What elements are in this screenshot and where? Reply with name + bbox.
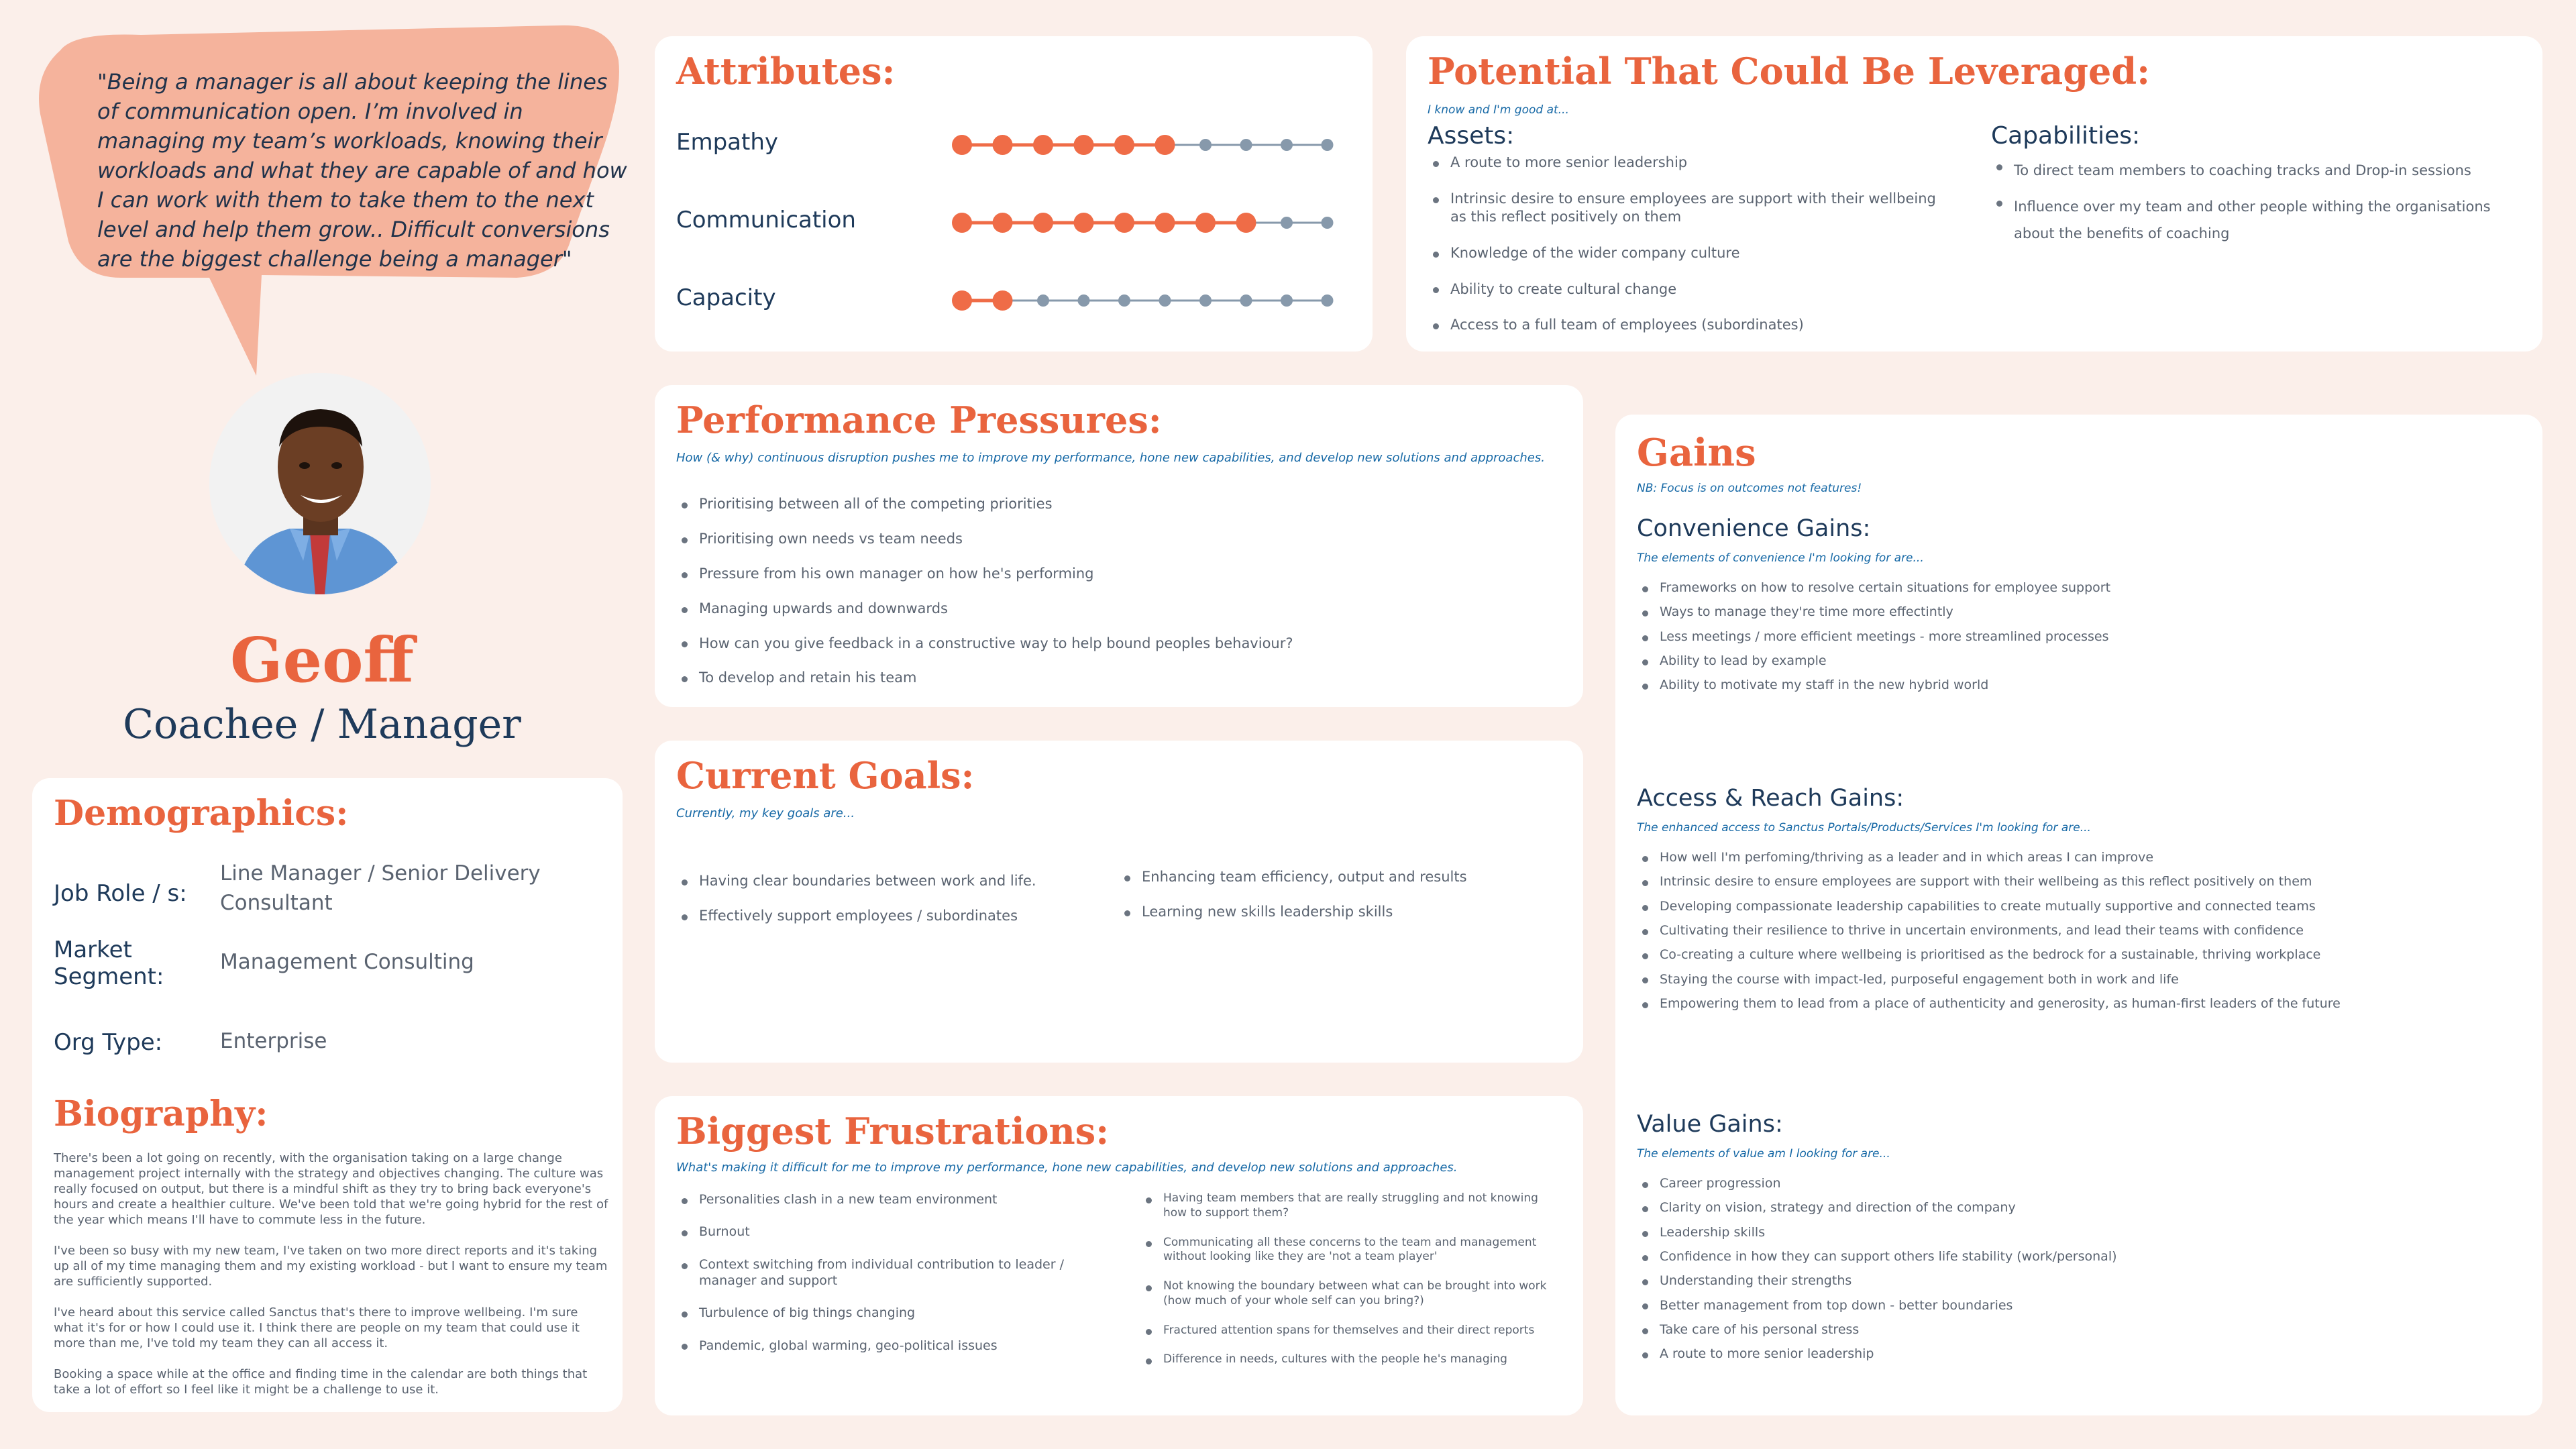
performance-subtitle: How (& why) continuous disruption pushes me to improve my performance, hone new capabilities, and develop new solutions and approaches. [676, 451, 1545, 465]
list-item: Learning new skills leadership skills [1119, 903, 1548, 921]
attribute-dot-filled [1236, 213, 1256, 233]
goals-list-right [1119, 868, 1548, 921]
attribute-dot-empty [1240, 294, 1252, 307]
attribute-dot-filled [952, 135, 972, 155]
convenience-gains-subtitle: The elements of convenience I'm looking for are... [1637, 551, 1924, 565]
list-item: Career progression [1637, 1175, 2509, 1191]
demographics-value: Management Consulting [220, 950, 474, 974]
goals-list-left [676, 872, 1106, 925]
attribute-scale [952, 135, 1334, 155]
attribute-dot-filled [1074, 135, 1094, 155]
attribute-dot-filled [993, 290, 1013, 311]
frustrations-list-left [676, 1191, 1119, 1354]
list-item: Effectively support employees / subordinates [676, 907, 1106, 925]
attributes-card [655, 36, 1373, 352]
list-item: Prioritising between all of the competing priorities [676, 495, 1548, 513]
capabilities-list [1991, 157, 2514, 247]
attribute-dot-filled [1195, 213, 1216, 233]
potential-card [1406, 36, 2542, 352]
attribute-dot-filled [1114, 213, 1134, 233]
attribute-dot-empty [1322, 139, 1334, 151]
list-item: How well I'm perfoming/thriving as a leader and in which areas I can improve [1637, 849, 2509, 865]
demographics-label: Market Segment: [54, 936, 164, 990]
list-item: Knowledge of the wider company culture [1428, 244, 1951, 262]
gains-card [1615, 415, 2542, 1415]
list-item: Not knowing the boundary between what can be brought into work (how much of your whole self can you bring?) [1140, 1279, 1550, 1309]
list-item: Developing compassionate leadership capabilities to create mutually supportive and connected teams [1637, 898, 2509, 914]
performance-title: Performance Pressures: [676, 398, 1162, 441]
list-item: To direct team members to coaching tracks and Drop-in sessions [1991, 157, 2514, 184]
list-item: Ways to manage they're time more effectintly [1637, 604, 2509, 620]
attribute-dot-empty [1199, 294, 1212, 307]
biography-title: Biography: [54, 1093, 268, 1134]
list-item: Burnout [676, 1224, 1119, 1240]
attribute-dot-empty [1078, 294, 1090, 307]
list-item: Turbulence of big things changing [676, 1305, 1119, 1321]
demographics-card [32, 778, 623, 1412]
list-item: Leadership skills [1637, 1224, 2509, 1240]
demographics-value: Enterprise [220, 1029, 327, 1053]
list-item: Pandemic, global warming, geo-political issues [676, 1338, 1119, 1354]
list-item: Ability to create cultural change [1428, 280, 1951, 299]
goals-title: Current Goals: [676, 754, 975, 797]
list-item: Staying the course with impact-led, purposeful engagement both in work and life [1637, 971, 2509, 987]
biography-text [54, 1150, 610, 1413]
list-item: Less meetings / more efficient meetings - more streamlined processes [1637, 629, 2509, 645]
value-gains-title: Value Gains: [1637, 1111, 1783, 1138]
attribute-label: Empathy [676, 129, 779, 156]
assets-title: Assets: [1428, 122, 1515, 150]
persona-role: Coachee / Manager [123, 701, 521, 748]
persona-name: Geoff [230, 624, 414, 696]
attribute-dot-empty [1322, 217, 1334, 229]
attribute-dot-filled [993, 135, 1013, 155]
convenience-gains-list [1637, 580, 2509, 694]
goals-subtitle: Currently, my key goals are... [676, 806, 855, 820]
biography-paragraph: I've heard about this service called Sanctus that's there to improve wellbeing. I'm sure what it's for or how I could use it. I think there are people on my team that could use it more than me, I've told my team they can all access it. [54, 1305, 580, 1350]
quote-bubble [34, 20, 631, 315]
list-item: Pressure from his own manager on how he's performing [676, 565, 1548, 583]
attribute-dot-empty [1281, 294, 1293, 307]
demographics-label: Org Type: [54, 1029, 163, 1056]
list-item: To develop and retain his team [676, 669, 1548, 687]
demographics-row [54, 1026, 604, 1067]
potential-subtitle: I know and I'm good at... [1428, 103, 1569, 117]
list-item: A route to more senior leadership [1637, 1346, 2509, 1362]
list-item: Confidence in how they can support others life stability (work/personal) [1637, 1248, 2509, 1265]
list-item: Access to a full team of employees (subordinates) [1428, 316, 1951, 334]
demographics-title: Demographics: [54, 793, 349, 834]
attribute-dot-filled [952, 213, 972, 233]
attribute-dot-empty [1322, 294, 1334, 307]
attribute-dot-empty [1281, 217, 1293, 229]
attribute-dot-filled [1033, 213, 1053, 233]
list-item: Clarity on vision, strategy and direction of the company [1637, 1199, 2509, 1216]
performance-list [676, 495, 1548, 687]
biography-paragraph: There's been a lot going on recently, with the organisation taking on a large change management project internally with the strategy and objectives changing. The culture was really focused on output, but there is a mindful shift as they try to bring back everyone's hours and create a healthier culture. We've been told that we're going hybrid for the rest of the year which means I'll have to commute less in the future. [54, 1151, 608, 1227]
access-gains-list [1637, 849, 2509, 1012]
attribute-dot-filled [1033, 135, 1053, 155]
attribute-dot-empty [1199, 139, 1212, 151]
list-item: Intrinsic desire to ensure employees are support with their wellbeing as this reflect positively on them [1428, 190, 1951, 226]
access-gains-subtitle: The enhanced access to Sanctus Portals/Products/Services I'm looking for are... [1637, 821, 2091, 835]
potential-title: Potential That Could Be Leveraged: [1428, 50, 2151, 93]
attribute-dot-filled [1114, 135, 1134, 155]
list-item: Personalities clash in a new team environment [676, 1191, 1119, 1208]
list-item: Better management from top down - better boundaries [1637, 1297, 2509, 1313]
demographics-value: Line Manager / Senior Delivery Consultant [220, 861, 541, 915]
demographics-label: Job Role / s: [54, 880, 187, 907]
access-gains-title: Access & Reach Gains: [1637, 785, 1904, 812]
list-item: Influence over my team and other people withing the organisations about the benefits of coaching [1991, 193, 2514, 247]
list-item: Co-creating a culture where wellbeing is prioritised as the bedrock for a sustainable, thriving workplace [1637, 947, 2509, 963]
attribute-rating-scales [950, 36, 1352, 318]
list-item: Fractured attention spans for themselves and their direct reports [1140, 1324, 1550, 1338]
attribute-dot-empty [1159, 294, 1171, 307]
performance-card [655, 385, 1583, 707]
gains-note: NB: Focus is on outcomes not features! [1637, 482, 1862, 495]
attribute-scale [952, 290, 1334, 311]
list-item: Managing upwards and downwards [676, 600, 1548, 618]
list-item: Having clear boundaries between work and life. [676, 872, 1106, 890]
demographics-row [54, 936, 604, 997]
attribute-label: Communication [676, 207, 856, 233]
capabilities-title: Capabilities: [1991, 122, 2141, 150]
list-item: Prioritising own needs vs team needs [676, 530, 1548, 548]
attribute-dot-empty [1118, 294, 1130, 307]
frustrations-title: Biggest Frustrations: [676, 1110, 1110, 1152]
list-item: Ability to lead by example [1637, 653, 2509, 669]
attributes-title: Attributes: [676, 50, 896, 93]
frustrations-list-right [1140, 1191, 1550, 1367]
frustrations-card [655, 1096, 1583, 1415]
list-item: How can you give feedback in a constructive way to help bound peoples behaviour? [676, 635, 1548, 653]
attribute-label: Capacity [676, 284, 776, 311]
list-item: Take care of his personal stress [1637, 1322, 2509, 1338]
list-item: Ability to motivate my staff in the new hybrid world [1637, 677, 2509, 693]
list-item: Frameworks on how to resolve certain situations for employee support [1637, 580, 2509, 596]
attribute-dot-filled [993, 213, 1013, 233]
list-item: Enhancing team efficiency, output and results [1119, 868, 1548, 886]
attribute-scale [952, 213, 1334, 233]
value-gains-subtitle: The elements of value am I looking for are... [1637, 1147, 1890, 1161]
attribute-dot-filled [952, 290, 972, 311]
list-item: Communicating all these concerns to the team and management without looking like they are 'not a team player' [1140, 1236, 1550, 1265]
avatar [209, 373, 431, 594]
list-item: Having team members that are really struggling and not knowing how to support them? [1140, 1191, 1550, 1221]
goals-card [655, 741, 1583, 1063]
persona-quote: "Being a manager is all about keeping the lines of communication open. I’m involved in managing my team’s workloads, knowing their workloads and what they are capable of and how I can work with them to take them to the next level and help them grow.. Difficult conversions are the biggest challenge being a manager" [97, 69, 627, 272]
person-portrait [209, 373, 431, 594]
value-gains-list [1637, 1175, 2509, 1362]
biography-paragraph: I've been so busy with my new team, I've taken on two more direct reports and it's taking up all of my time managing them and my existing workload - but I want to ensure my team are sufficiently supported. [54, 1244, 608, 1289]
attribute-dot-filled [1074, 213, 1094, 233]
demographics-row [54, 859, 604, 919]
attribute-dot-empty [1240, 139, 1252, 151]
convenience-gains-title: Convenience Gains: [1637, 515, 1871, 542]
gains-title: Gains [1637, 431, 1756, 475]
frustrations-subtitle: What's making it difficult for me to improve my performance, hone new capabilities, and develop new solutions and approaches. [676, 1161, 1458, 1175]
list-item: A route to more senior leadership [1428, 154, 1951, 172]
list-item: Context switching from individual contribution to leader / manager and support [676, 1256, 1119, 1289]
list-item: Intrinsic desire to ensure employees are support with their wellbeing as this reflect positively on them [1637, 873, 2509, 890]
list-item: Difference in needs, cultures with the people he's managing [1140, 1352, 1550, 1367]
attribute-dot-empty [1281, 139, 1293, 151]
attribute-dot-empty [1037, 294, 1049, 307]
biography-paragraph: Booking a space while at the office and finding time in the calendar are both things that take a lot of effort so I feel like it might be a challenge to use it. [54, 1367, 588, 1397]
list-item: Cultivating their resilience to thrive in uncertain environments, and lead their teams with confidence [1637, 922, 2509, 938]
attribute-dot-filled [1155, 135, 1175, 155]
attribute-dot-filled [1155, 213, 1175, 233]
list-item: Understanding their strengths [1637, 1273, 2509, 1289]
list-item: Empowering them to lead from a place of authenticity and generosity, as human-first leaders of the future [1637, 996, 2509, 1012]
assets-list [1428, 154, 1951, 334]
